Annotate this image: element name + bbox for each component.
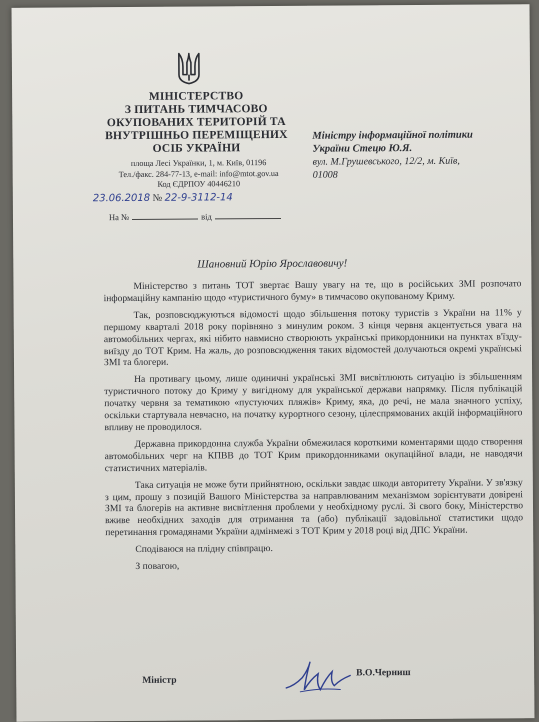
letter-body <box>103 278 523 578</box>
ministry-contacts <box>87 158 311 191</box>
recipient-line: Міністру інформаційної політики <box>312 128 522 142</box>
from-label: від <box>201 211 212 221</box>
blank-line <box>215 210 281 219</box>
phone-email-line: Тел./факс. 284-77-13, e-mail: info@mtot.gov.ua <box>87 168 311 180</box>
recipient-line: України Стецю Ю.Я. <box>312 141 522 155</box>
paragraph: Державна прикордонна служба України обмежилася короткими коментарями щодо створення автомобільних черг на КПВВ до ТОТ Крим прикордонниками окупаційної влади, не наводячи статистичних матеріалів. <box>105 436 523 475</box>
paragraph: Така ситуація не може бути прийнятною, оскільки завдає шкоди авторитету України. У зв'язку з цим, прошу з позицій Вашого Міністерства за направлюваним механізмом зорієнтувати довірені ЗМІ та блогерів на активне висвітлення проблеми у необхідному руслі. Зі свого боку, Міністерство вживе необхідних заходів для отримання та (або) публікації задовільної статистики щодо перетинання громадянами України адмінмежі з ТОТ Крим у 2018 році від ДПС України. <box>105 477 523 539</box>
signatory-role: Міністр <box>142 675 176 686</box>
closing-line: З повагою, <box>105 558 523 573</box>
ministry-line: ОСІБ УКРАЇНИ <box>76 142 316 157</box>
number-sign: № <box>153 193 163 204</box>
recipient-address-line: 01008 <box>313 167 523 181</box>
edrpou-code-line: Код ЄДРПОУ 40446210 <box>87 179 311 191</box>
blank-line <box>132 211 198 220</box>
ministry-line: ВНУТРІШНЬО ПЕРЕМІЩЕНИХ <box>76 129 316 144</box>
recipient-name <box>312 128 522 155</box>
ministry-line: ОКУПОВАНИХ ТЕРИТОРІЙ ТА <box>76 116 316 131</box>
paragraph: Міністерство з питань ТОТ звертає Вашу увагу на те, що в російських ЗМІ розпочато інформаційну кампанію щодо «туристичного буму» в тимчасово окупованому Криму. <box>103 278 521 305</box>
on-label: На № <box>109 212 129 222</box>
letter-page <box>12 4 535 722</box>
incoming-reference <box>109 210 284 222</box>
ministry-name <box>76 90 316 157</box>
paragraph: Так, розповсюджуються відомості щодо збільшення потоку туристів з України на 11% у першому кварталі 2018 року порівняно з минулим роком. З кінця червня акцентується увага на автомобільних чергах, які нібито навмисно створюють українські прикордонники на пунктах в'їзду-виїзду до ТОТ Крим. На жаль, до розповсюдження таких відомостей долучаються окремі українські ЗМІ та блогери. <box>104 307 522 369</box>
outgoing-reference <box>93 192 333 205</box>
trident-emblem-icon <box>176 50 202 86</box>
salutation: Шановний Юрію Ярославовичу! <box>13 256 531 272</box>
outgoing-number: 22-9-3112-14 <box>165 192 233 203</box>
outgoing-date: 23.06.2018 <box>93 193 150 204</box>
ministry-line: З ПИТАНЬ ТИМЧАСОВО <box>76 103 316 118</box>
recipient-address-line: вул. М.Грушевського, 12/2, м. Київ, <box>313 154 523 168</box>
paragraph: На противагу цьому, лише одиничні українські ЗМІ висвітлюють ситуацію із збільшенням туристичного потоку до Криму у вигідному для української держави напрямку. Після публікацій початку червня за тематикою «пустуючих пляжів» Криму, яка, до речі, не мала значного успіху, оскільки стартувала невчасно, на початку курортного сезону, цілеспрямованих акцій інформаційного впливу не проводилося. <box>104 372 522 434</box>
signatory-name: В.О.Черниш <box>356 667 411 678</box>
ministry-line: МІНІСТЕРСТВО <box>76 90 316 105</box>
address-line: площа Лесі Українки, 1, м. Київ, 01196 <box>87 158 311 170</box>
paragraph: Сподіваюся на плідну співпрацю. <box>105 541 523 556</box>
handwritten-signature <box>280 655 366 700</box>
recipient-address <box>313 154 523 181</box>
